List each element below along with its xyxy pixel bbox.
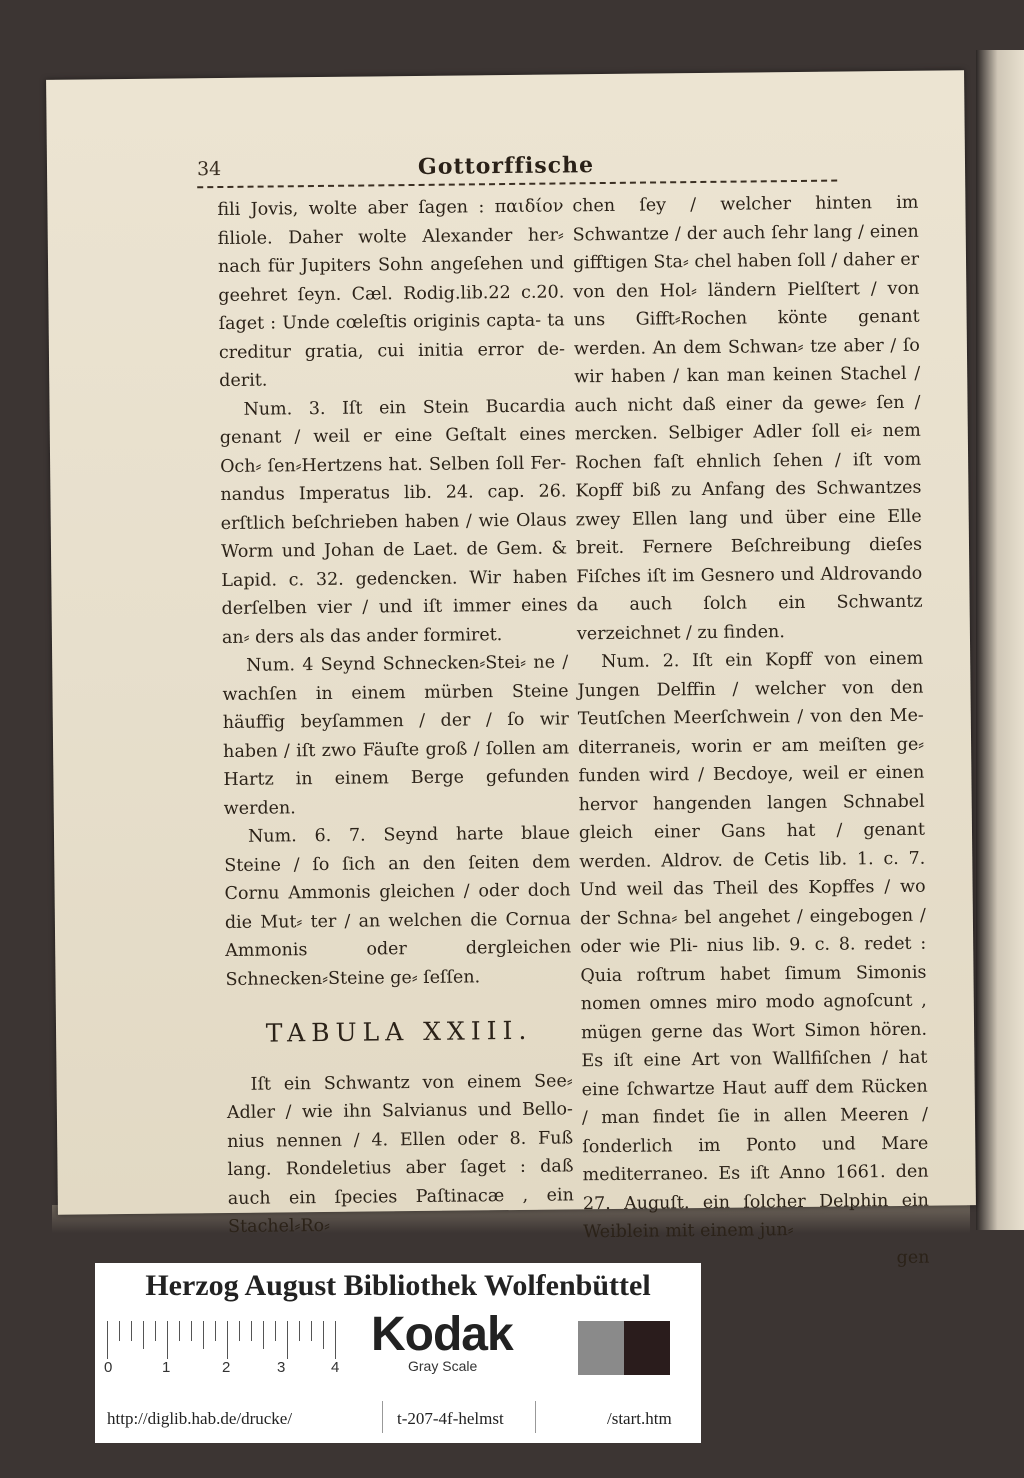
header-rule: [197, 180, 837, 192]
divider: [535, 1401, 536, 1433]
running-title: Gottorffische: [417, 152, 595, 180]
ruler-number: 3: [277, 1359, 286, 1376]
paragraph: Num. 2. Iſt ein Kopff von einem Jungen Delffin / welcher von den Teutſchen Meerſchwein / von den Me- diterraneis, worin er am meiſten ge⸗ funden wird / Becdoye, weil er einen hervor hangenden langen Schnabel gleich einer Gans hat / genant werden. Aldrov. de Cetis lib. 1. c. 7. Und weil das Theil des Kopffes / wo der Schna⸗ bel angehet / eingebogen / oder wie Pli- nius lib. 9. c. 8. redet : Quia roſtrum habet ſimum Simonis nomen omnes miro modo agnoſcunt , mügen gerne das Wort Simon hören. Es iſt eine Art von Wallfiſchen / hat eine ſchwartze Haut auff dem Rücken / man findet ſie in allen Meeren / ſonderlich im Ponto und Mare mediterraneo. Es iſt Anno 1661. den 27. Auguſt. ein ſolcher Delphin ein Weiblein mit einem jun⸗: [577, 648, 929, 1243]
scale-ruler: [107, 1321, 347, 1361]
running-head: [47, 150, 965, 181]
url-id: t-207-4f-helmst: [397, 1409, 504, 1428]
paragraph: fili Jovis, wolte aber ſagen : παιδίον filiole. Daher wolte Alexander her⸗ nach für Jupiters Sohn angeſehen und geehret ſeyn. Cæl. Rodig.lib.22 c.20. ſaget : Unde cœleſtis originis capta- ta creditur gratia, cui initia error de- derit.: [217, 196, 566, 392]
section-heading: TABULA XXIII.: [265, 1015, 533, 1048]
color-target-card: [95, 1263, 701, 1443]
url-suffix: /start.htm: [607, 1409, 672, 1428]
ruler-number: 2: [222, 1359, 231, 1376]
url-prefix: http://diglib.hab.de/drucke/: [107, 1409, 293, 1428]
catchword: gen: [896, 1247, 930, 1268]
gray-swatches: [578, 1321, 670, 1375]
paragraph: Num. 4 Seynd Schnecken⸗Stei⸗ ne / wachſen in einem mürben Steine häuffig beyſammen / der / ſo wir haben / iſt zwo Fäuſte groß / ſollen am Hartz in einem Berge gefunden werden.: [222, 652, 570, 819]
library-name: Herzog August Bibliothek Wolfenbüttel: [145, 1269, 651, 1302]
paragraph: Iſt ein Schwantz von einem See⸗ Adler / wie ihn Salvianus und Bello- nius nennen / 4. Ellen oder 8. Fuß lang. Rondeletius aber ſaget : daß auch ein ſpecies Paſtinacæ , ein Stachel⸗Ro⸗: [226, 1070, 574, 1237]
swatch-dark: [624, 1321, 670, 1375]
divider: [382, 1401, 383, 1433]
swatch-gray: [578, 1321, 624, 1375]
ruler-number: 1: [162, 1359, 171, 1376]
ruler-labels: [104, 1359, 357, 1379]
gray-scale-label: Gray Scale: [408, 1358, 478, 1374]
kodak-logo: Kodak: [371, 1308, 513, 1361]
page-number: 34: [196, 158, 222, 181]
book-page: [46, 70, 976, 1268]
paragraph: chen ſey / welcher hinten im Schwantze / der auch ſehr lang / einen gifftigen Sta⸗ chel haben ſoll / daher er von den Hol⸗ ländern Pielſtert / von uns Gifft⸗Rochen könte genant werden. An dem Schwan⸗ tze aber / ſo wir haben / kan man keinen Stachel / auch nicht daß einer da gewe⸗ ſen / mercken. Selbiger Adler ſoll ei⸗ nem Rochen faſt ehnlich ſehen / iſt vom Kopff biß zu Anfang des Schwantzes zwey Ellen lang und über eine Elle breit. Fernere Beſchreibung dieſes Fiſches iſt im Gesnero und Aldrovando da auch ſolch ein Schwantz verzeichnet / zu finden.: [572, 192, 923, 644]
left-column: [217, 192, 574, 1241]
paragraph: Num. 3. Iſt ein Stein Bucardia genant / weil er eine Geſtalt eines Och⸗ ſen⸗Hertzens hat. Selben ſoll Fer- nandus Imperatus lib. 24. cap. 26. erſtlich beſchrieben haben / wie Olaus Worm und Johan de Laet. de Gem. & Lapid. c. 32. gedencken. Wir haben derſelben vier / und iſt immer eines an⸗ ders als das ander formiret.: [219, 395, 568, 648]
right-column: [572, 189, 929, 1276]
ruler-number: 4: [331, 1359, 340, 1376]
paragraph: Num. 6. 7. Seynd harte blaue Steine / ſo ſich an den ſeiten dem Cornu Ammonis gleichen / oder doch die Mut⸗ ter / an welchen die Cornua Ammonis oder dergleichen Schnecken⸗Steine ge⸗ ſeſſen.: [224, 823, 572, 990]
adjacent-page-edge: [976, 50, 1024, 1230]
ruler-number: 0: [104, 1359, 113, 1376]
